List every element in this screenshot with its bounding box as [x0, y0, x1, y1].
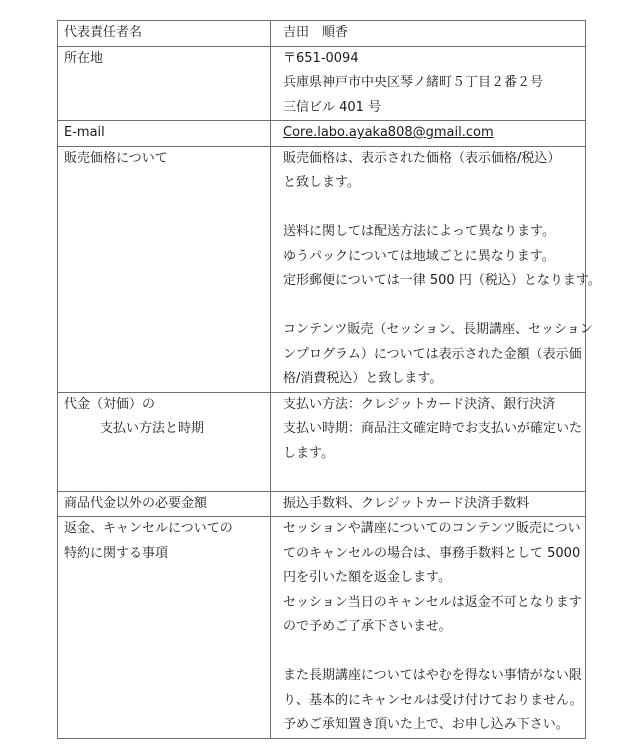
label-line: 販売価格について	[64, 150, 168, 166]
label-payment	[58, 392, 271, 491]
payment-line: 支払い時期：商品注文確定時でお支払いが確定いた	[283, 421, 583, 436]
value-payment	[271, 392, 586, 491]
label-line: 支払い方法と時期	[100, 421, 205, 436]
refund-line: また長期講座についてはやむを得ない事情がない限	[283, 668, 582, 683]
row-representative	[58, 21, 586, 47]
label-address	[58, 46, 271, 121]
label-line: 代表責任者名	[64, 25, 143, 40]
pricing-line: 格/消費税込）と致します。	[283, 371, 443, 386]
refund-line: てのキャンセルの場合は、事務手数料として 5000	[283, 545, 581, 561]
label-line: 所在地	[64, 50, 104, 66]
value-address	[271, 46, 586, 121]
row-pricing	[58, 146, 586, 392]
email-link[interactable]: Core.labo.ayaka808@gmail.com	[283, 125, 494, 140]
street-address: 兵庫県神戸市中央区琴ノ緒町５丁目２番２号	[283, 75, 544, 90]
label-email	[58, 121, 271, 147]
refund-line: 予めご承知置き頂いた上で、お申し込み下さい。	[283, 717, 569, 732]
label-line: 返金、キャンセルについての	[64, 521, 233, 536]
pricing-line: ンプログラム）については表示された金額（表示価	[283, 346, 582, 362]
refund-line: セッションや講座についてのコンテンツ販売につい	[283, 521, 581, 536]
label-line: 商品代金以外の必要金額	[64, 495, 208, 511]
payment-line: します。	[283, 445, 334, 461]
refund-line: セッション当日のキャンセルは返金不可となります	[283, 594, 582, 610]
row-address	[58, 46, 586, 121]
label-representative	[58, 21, 271, 47]
value-pricing	[271, 146, 601, 392]
refund-line: 円を引いた額を返金します。	[283, 570, 451, 585]
pricing-line: 販売価格は、表示された価格（表示価格/税込）	[283, 150, 561, 166]
value-refund-policy	[271, 517, 586, 739]
refund-line: ので予めご了承下さいませ。	[283, 619, 452, 634]
blank-line	[283, 294, 581, 319]
pricing-line: と致します。	[283, 175, 360, 190]
label-line: 特約に関する事項	[64, 545, 169, 561]
value-additional-fees	[271, 491, 586, 517]
label-pricing	[58, 146, 271, 392]
pricing-line: 送料に関しては配送方法によって異なります。	[283, 224, 555, 239]
label-line: E-mail	[64, 125, 105, 140]
refund-line: り、基本的にキャンセルは受け付けておりません。	[283, 692, 583, 708]
value-email	[271, 121, 586, 147]
row-refund-policy	[58, 517, 586, 739]
row-additional-fees	[58, 491, 586, 517]
pricing-line: 定形郵便については一律 500 円（税込）となります。	[283, 273, 601, 288]
blank-line	[283, 466, 581, 491]
pricing-line: ゆうパックについては地域ごとに異なります。	[283, 248, 555, 264]
fees-line: 振込手数料、クレジットカード決済手数料	[283, 495, 530, 511]
blank-line	[283, 640, 581, 665]
label-line: 代金（対価）の	[64, 396, 156, 412]
blank-line	[283, 196, 581, 221]
value-line: 吉田 順香	[283, 25, 349, 40]
row-payment	[58, 392, 586, 491]
postal-code: 〒651-0094	[283, 50, 359, 66]
business-info-table	[57, 20, 601, 739]
label-additional-fees	[58, 491, 271, 517]
payment-line: 支払い方法：クレジットカード決済、銀行決済	[283, 396, 556, 412]
value-representative	[271, 21, 586, 47]
pricing-line: コンテンツ販売（セッション、長期講座、セッション	[283, 322, 593, 337]
building-name: 三信ビル 401 号	[283, 99, 382, 115]
row-email	[58, 121, 586, 147]
label-refund-policy	[58, 517, 271, 739]
